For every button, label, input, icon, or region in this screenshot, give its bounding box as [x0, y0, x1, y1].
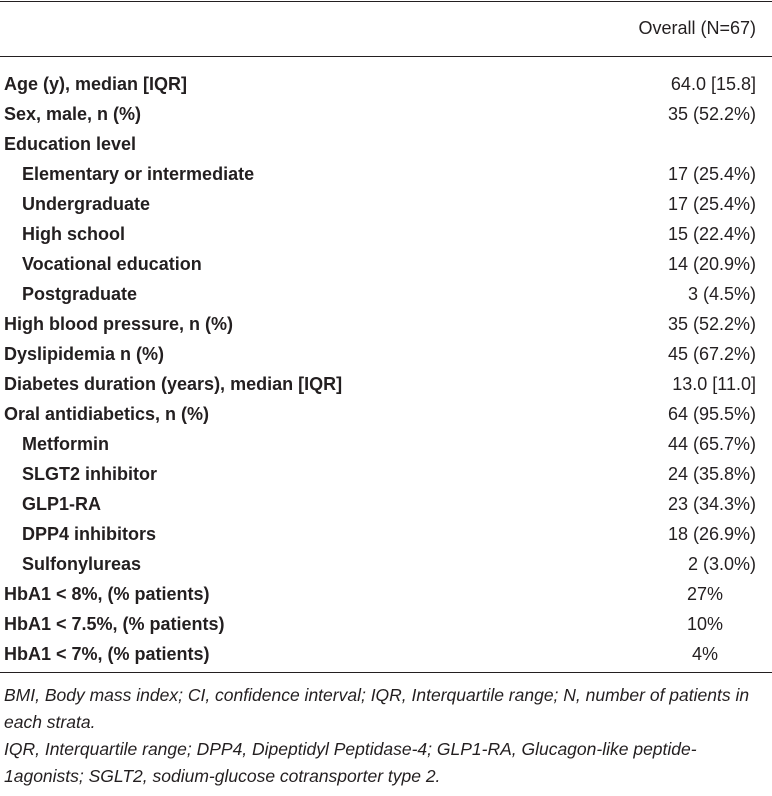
table-row	[0, 279, 772, 309]
row-label: GLP1-RA	[22, 494, 102, 514]
row-value: 24 (35.8%)	[667, 464, 756, 484]
row-label: Dyslipidemia n (%)	[4, 344, 165, 364]
row-value: 17 (25.4%)	[667, 194, 756, 214]
row-value: 15 (22.4%)	[667, 224, 756, 244]
row-value: 17 (25.4%)	[667, 164, 756, 184]
table-row	[0, 609, 772, 639]
table-row	[0, 249, 772, 279]
row-label: Vocational education	[22, 254, 202, 274]
header-rule	[0, 56, 772, 57]
row-value: 44 (65.7%)	[667, 434, 756, 454]
row-label: Age (y), median [IQR]	[4, 74, 188, 94]
table-row	[0, 459, 772, 489]
table-row	[0, 309, 772, 339]
row-value: 64 (95.5%)	[667, 404, 756, 424]
row-label: Metformin	[22, 434, 109, 454]
table-row	[0, 69, 772, 99]
row-label: High school	[22, 224, 125, 244]
footnote-abbreviations-1: BMI, Body mass index; CI, confidence interval; IQR, Interquartile range; N, number of patients in each strata.	[4, 685, 750, 732]
row-label: Sulfonylureas	[22, 554, 142, 574]
table-row	[0, 369, 772, 399]
row-label: Oral antidiabetics, n (%)	[4, 404, 210, 424]
table-row	[0, 639, 772, 669]
row-value: 23 (34.3%)	[667, 494, 756, 514]
row-label: Sex, male, n (%)	[4, 104, 142, 124]
table-row	[0, 129, 772, 159]
row-label: Elementary or intermediate	[22, 164, 255, 184]
row-value: 45 (67.2%)	[667, 344, 756, 364]
table-row	[0, 429, 772, 459]
table-footnotes	[4, 682, 768, 790]
table-row	[0, 99, 772, 129]
row-value: 4%	[691, 644, 718, 664]
table-row	[0, 399, 772, 429]
row-label: Undergraduate	[22, 194, 151, 214]
footnote-abbreviations-2: IQR, Interquartile range; DPP4, Dipeptidyl Peptidase-4; GLP1-RA, Glucagon-like peptide-1agonists; SGLT2, sodium-glucose cotransporter type 2.	[4, 739, 697, 786]
row-value: 64.0 [15.8]	[670, 74, 756, 94]
table-row	[0, 519, 772, 549]
row-value: 14 (20.9%)	[667, 254, 756, 274]
row-label: HbA1 < 7.5%, (% patients)	[4, 614, 225, 634]
table-row	[0, 579, 772, 609]
row-value: 35 (52.2%)	[667, 314, 756, 334]
table-row	[0, 219, 772, 249]
row-label: HbA1 < 7%, (% patients)	[4, 644, 210, 664]
column-header-overall: Overall (N=67)	[638, 18, 756, 38]
row-label: HbA1 < 8%, (% patients)	[4, 584, 210, 604]
row-value: 3 (4.5%)	[687, 284, 756, 304]
row-value: 27%	[686, 584, 724, 604]
table-row	[0, 489, 772, 519]
table-row	[0, 189, 772, 219]
row-label: Diabetes duration (years), median [IQR]	[4, 374, 343, 394]
row-value: 10%	[686, 614, 724, 634]
table-bottom-rule	[0, 672, 772, 673]
row-label: Education level	[4, 134, 137, 154]
row-value: 18 (26.9%)	[667, 524, 756, 544]
row-label: DPP4 inhibitors	[22, 524, 157, 544]
row-label: Postgraduate	[22, 284, 138, 304]
table-top-rule	[0, 1, 772, 2]
table-body	[0, 69, 772, 669]
row-value: 13.0 [11.0]	[672, 374, 756, 394]
row-value: 2 (3.0%)	[687, 554, 756, 574]
row-label: SLGT2 inhibitor	[22, 464, 157, 484]
row-value: 35 (52.2%)	[667, 104, 756, 124]
table-row	[0, 339, 772, 369]
table-row	[0, 159, 772, 189]
table-row	[0, 549, 772, 579]
row-label: High blood pressure, n (%)	[4, 314, 234, 334]
